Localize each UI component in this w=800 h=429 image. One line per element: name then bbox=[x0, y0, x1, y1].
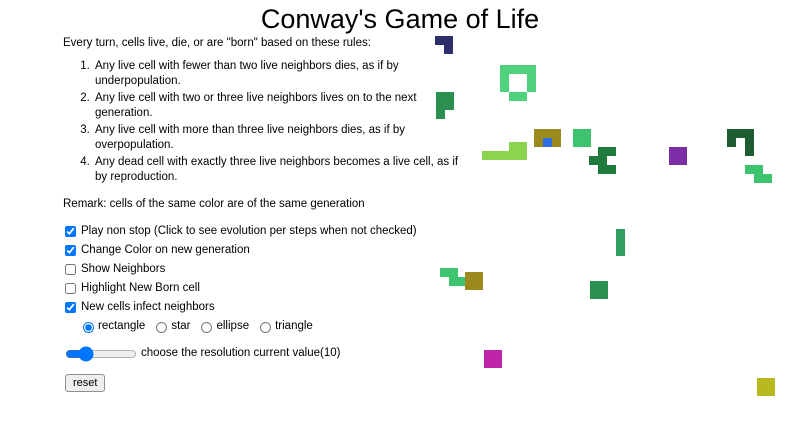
life-cell bbox=[616, 229, 625, 238]
label-highlight-new-born: Highlight New Born cell bbox=[81, 281, 200, 294]
life-cell bbox=[599, 290, 608, 299]
radio-star[interactable] bbox=[156, 322, 167, 333]
label-ellipse: ellipse bbox=[216, 320, 250, 333]
label-star: star bbox=[171, 320, 191, 333]
life-cell bbox=[573, 138, 582, 147]
life-cell bbox=[607, 165, 616, 174]
rule-item: 3. Any live cell with more than three live neighbors dies, as if by overpopulation. bbox=[93, 123, 463, 154]
rules-list bbox=[63, 59, 463, 186]
life-cell bbox=[493, 359, 502, 368]
reset-button[interactable]: reset bbox=[65, 374, 105, 392]
option-row-infect-neighbors bbox=[63, 298, 463, 317]
checkbox-highlight-new-born[interactable] bbox=[65, 283, 76, 294]
life-cell bbox=[582, 129, 591, 138]
life-cell bbox=[616, 238, 625, 247]
label-triangle: triangle bbox=[275, 320, 313, 333]
shape-radio-group bbox=[81, 317, 463, 337]
life-cell bbox=[598, 147, 607, 156]
life-cell bbox=[518, 92, 527, 101]
radio-rectangle[interactable] bbox=[83, 322, 94, 333]
life-cell bbox=[527, 65, 536, 74]
life-cell bbox=[763, 174, 772, 183]
radio-item-star bbox=[154, 319, 190, 335]
resolution-row bbox=[65, 346, 463, 362]
life-cell bbox=[482, 151, 491, 160]
life-cell bbox=[616, 247, 625, 256]
life-cell bbox=[766, 378, 775, 387]
life-cell bbox=[582, 138, 591, 147]
life-cell bbox=[509, 92, 518, 101]
life-cell bbox=[590, 281, 599, 290]
rules-and-controls bbox=[63, 36, 463, 392]
life-cell bbox=[534, 138, 543, 147]
rule-item: 1. Any live cell with fewer than two live neighbors dies, as if by underpopulation. bbox=[93, 59, 463, 90]
life-cell bbox=[589, 156, 598, 165]
radio-triangle[interactable] bbox=[260, 322, 271, 333]
life-cell bbox=[757, 378, 766, 387]
life-cell bbox=[745, 129, 754, 138]
option-row-show-neighbors bbox=[63, 260, 463, 279]
life-cell bbox=[509, 151, 518, 160]
checkbox-infect-neighbors[interactable] bbox=[65, 302, 76, 313]
life-cell bbox=[745, 165, 754, 174]
life-cell bbox=[678, 156, 687, 165]
life-cell bbox=[534, 129, 543, 138]
checkbox-play-non-stop[interactable] bbox=[65, 226, 76, 237]
rule-item: 4. Any dead cell with exactly three live neighbors becomes a live cell, as if by reproduction. bbox=[93, 155, 463, 186]
radio-item-ellipse bbox=[199, 319, 249, 335]
radio-item-rectangle bbox=[81, 319, 145, 335]
life-cell bbox=[518, 65, 527, 74]
life-cell bbox=[465, 281, 474, 290]
life-cell bbox=[599, 281, 608, 290]
life-cell bbox=[500, 74, 509, 83]
life-cell bbox=[484, 350, 493, 359]
life-cell bbox=[552, 129, 561, 138]
life-cell bbox=[484, 359, 493, 368]
life-cell bbox=[745, 138, 754, 147]
rule-item: 2. Any live cell with two or three live neighbors lives on to the next generation. bbox=[93, 91, 463, 122]
life-cell bbox=[573, 129, 582, 138]
life-cell bbox=[493, 350, 502, 359]
remark-text: Remark: cells of the same color are of the same generation bbox=[63, 197, 365, 210]
life-cell bbox=[607, 147, 616, 156]
resolution-slider[interactable] bbox=[65, 348, 137, 360]
intro-text: Every turn, cells live, die, or are "born" based on these rules: bbox=[63, 37, 371, 49]
life-cell bbox=[474, 281, 483, 290]
radio-item-triangle bbox=[258, 319, 313, 335]
label-play-non-stop: Play non stop (Click to see evolution per steps when not checked) bbox=[81, 224, 417, 237]
life-cell bbox=[500, 65, 509, 74]
life-cell bbox=[509, 142, 518, 151]
life-cell bbox=[754, 174, 763, 183]
life-cell bbox=[678, 147, 687, 156]
resolution-label: choose the resolution current value(10) bbox=[141, 347, 341, 360]
reset-row bbox=[65, 374, 463, 392]
life-cell bbox=[669, 147, 678, 156]
life-cell bbox=[757, 387, 766, 396]
life-cell bbox=[727, 138, 736, 147]
label-rectangle: rectangle bbox=[98, 320, 146, 333]
option-row-change-color bbox=[63, 241, 463, 260]
checkbox-change-color[interactable] bbox=[65, 245, 76, 256]
life-cell bbox=[543, 138, 552, 147]
life-cell bbox=[598, 165, 607, 174]
option-row-play-non-stop bbox=[63, 222, 463, 241]
life-cell bbox=[598, 156, 607, 165]
life-cell bbox=[491, 151, 500, 160]
label-show-neighbors: Show Neighbors bbox=[81, 262, 166, 275]
life-cell bbox=[509, 65, 518, 74]
life-cell bbox=[766, 387, 775, 396]
life-cell bbox=[754, 165, 763, 174]
life-cell bbox=[465, 272, 474, 281]
label-change-color: Change Color on new generation bbox=[81, 243, 250, 256]
life-cell bbox=[474, 272, 483, 281]
life-cell bbox=[552, 138, 561, 147]
life-cell bbox=[518, 151, 527, 160]
page-title: Conway's Game of Life bbox=[260, 4, 540, 34]
radio-ellipse[interactable] bbox=[201, 322, 212, 333]
life-cell bbox=[518, 142, 527, 151]
option-row-highlight-new-born bbox=[63, 279, 463, 298]
life-cell bbox=[736, 129, 745, 138]
life-cell bbox=[543, 129, 552, 138]
life-cell bbox=[590, 290, 599, 299]
life-cell bbox=[527, 83, 536, 92]
life-cell bbox=[500, 151, 509, 160]
life-cell bbox=[527, 74, 536, 83]
life-cell bbox=[745, 147, 754, 156]
label-infect-neighbors: New cells infect neighbors bbox=[81, 300, 215, 313]
life-cell bbox=[669, 156, 678, 165]
life-cell bbox=[500, 83, 509, 92]
life-cell bbox=[727, 129, 736, 138]
checkbox-show-neighbors[interactable] bbox=[65, 264, 76, 275]
